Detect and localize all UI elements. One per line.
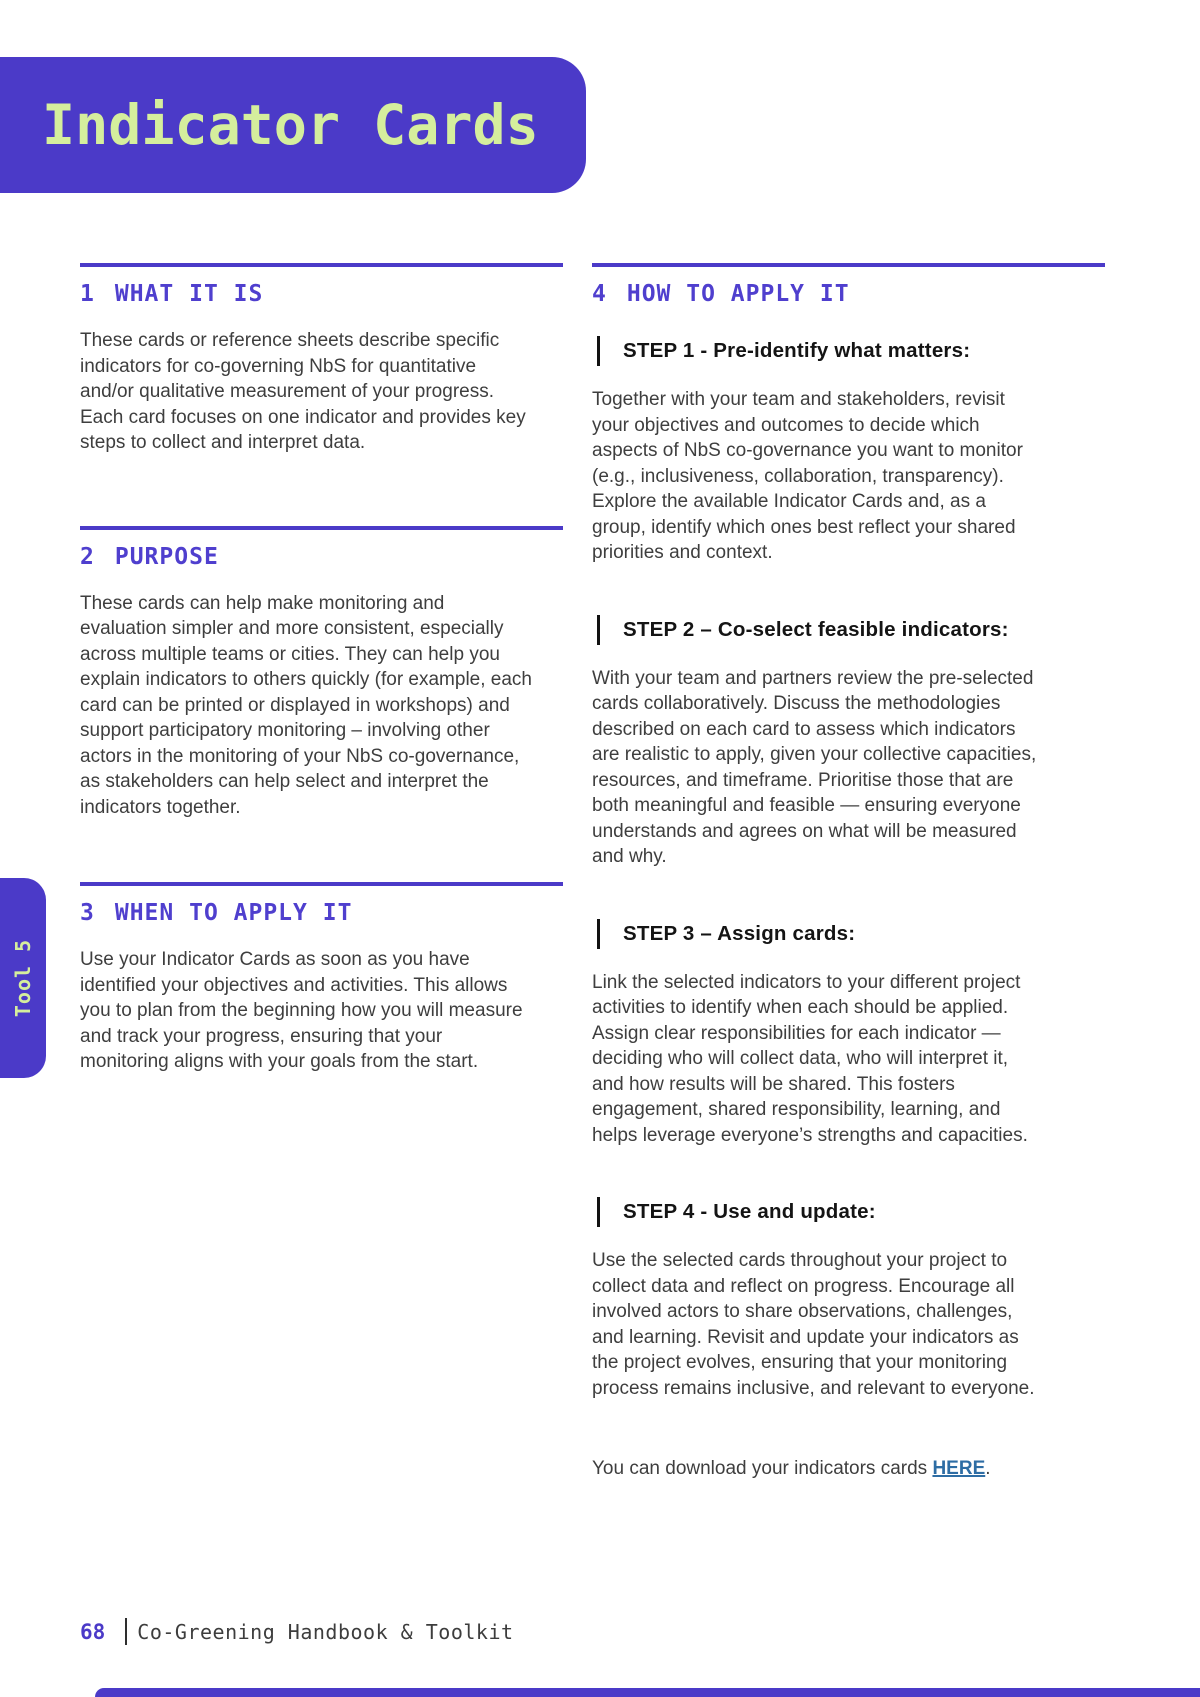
title-banner	[0, 57, 586, 193]
step-marker-bar	[597, 615, 600, 645]
step-2	[592, 615, 1105, 870]
section-body: These cards can help make monitoring and evaluation simpler and more consistent, especially across multiple teams or cities. They can help you explain indicators to others quickly (for example, each card can be printed or displayed in workshops) and support participatory monitoring – involving other actors in the monitoring of your NbS co-governance, as stakeholders can help select and interpret the indicators together.	[80, 592, 533, 818]
step-title: STEP 2 – Co-select feasible indicators:	[623, 617, 1009, 641]
tool-5-side-tab	[0, 878, 46, 1078]
section-title: WHAT IT IS	[114, 281, 264, 307]
section-rule	[592, 263, 1105, 267]
section-body: Use your Indicator Cards as soon as you have identified your objectives and activities. This allows you to plan from the beginning how you will measure and track your progress, ensuring that your monitoring aligns with your goals from the start.	[80, 949, 523, 1072]
step-title: STEP 1 - Pre-identify what matters:	[623, 339, 971, 362]
section-rule	[80, 526, 563, 530]
section-title: PURPOSE	[114, 543, 219, 570]
step-body: Link the selected indicators to your different project activities to identify when each should be applied. Assign clear responsibilities for each indicator — deciding who will collect data, who will interpret it, and how results will be shared. This fosters engagement, shared responsibility, learning, and helps leverage everyone’s strengths and capacities.	[592, 971, 1028, 1146]
section-purpose	[80, 526, 563, 821]
book-title: Co-Greening Handbook & Toolkit	[137, 1619, 514, 1644]
section-number: 4	[592, 281, 607, 307]
step-marker-bar	[597, 919, 600, 949]
section-number: 3	[80, 900, 95, 926]
section-heading	[80, 900, 563, 927]
content-columns	[80, 263, 1105, 1482]
section-heading	[80, 544, 563, 571]
section-what-it-is	[80, 263, 563, 456]
step-marker-bar	[597, 336, 600, 366]
section-when-to-apply	[80, 882, 563, 1075]
step-1	[592, 336, 1105, 566]
bottom-banner-sliver	[95, 1688, 1200, 1697]
download-here-link[interactable]: HERE	[932, 1458, 986, 1479]
step-heading-row	[592, 919, 1105, 949]
step-title: STEP 4 - Use and update:	[623, 1200, 876, 1223]
footer-divider	[125, 1618, 127, 1645]
download-line	[592, 1456, 1045, 1482]
step-heading-row	[592, 1197, 1105, 1227]
section-number: 2	[80, 543, 95, 570]
section-number: 1	[80, 281, 95, 307]
tool-5-label: Tool 5	[11, 938, 35, 1018]
section-rule	[80, 263, 563, 267]
step-body: Together with your team and stakeholders, revisit your objectives and outcomes to decide which aspects of NbS co-governance you want to monitor (e.g., inclusiveness, collaboration, transparency). Explore the available Indicator Cards and, as a group, identify which ones best reflect your shared priorities and context.	[592, 389, 1023, 563]
step-body: With your team and partners review the pre-selected cards collaboratively. Discuss the methodologies described on each card to assess which indicators are realistic to apply, given your collective capacities, resources, and timeframe. Prioritise those that are both meaningful and feasible — ensuring everyone understands and agrees on what will be measured and why.	[592, 667, 1037, 867]
section-title: WHEN TO APPLY IT	[114, 900, 353, 926]
step-body: Use the selected cards throughout your project to collect data and reflect on progress. Encourage all involved actors to share observations, challenges, and learning. Revisit and update your indicators as the project evolves, ensuring that your monitoring process remains inclusive, and relevant to everyone.	[592, 1250, 1035, 1399]
section-rule	[80, 882, 563, 886]
section-body: These cards or reference sheets describe specific indicators for co-governing NbS for quantitative and/or qualitative measurement of your progress. Each card focuses on one indicator and provides key steps to collect and interpret data.	[80, 330, 526, 453]
left-column	[80, 263, 563, 1482]
download-period: .	[985, 1458, 991, 1479]
step-3	[592, 919, 1105, 1149]
right-column	[592, 263, 1105, 1482]
step-4	[592, 1197, 1105, 1401]
step-marker-bar	[597, 1197, 600, 1227]
download-text: You can download your indicators cards	[592, 1458, 933, 1479]
step-heading-row	[592, 615, 1105, 645]
step-heading-row	[592, 336, 1105, 366]
page-title: Indicator Cards	[42, 93, 539, 157]
section-heading-how-to-apply	[592, 281, 1105, 308]
section-heading	[80, 281, 563, 308]
step-title: STEP 3 – Assign cards:	[623, 921, 856, 945]
page-number: 68	[80, 1619, 106, 1644]
section-title: HOW TO APPLY IT	[626, 281, 850, 307]
page-footer	[80, 1618, 514, 1645]
